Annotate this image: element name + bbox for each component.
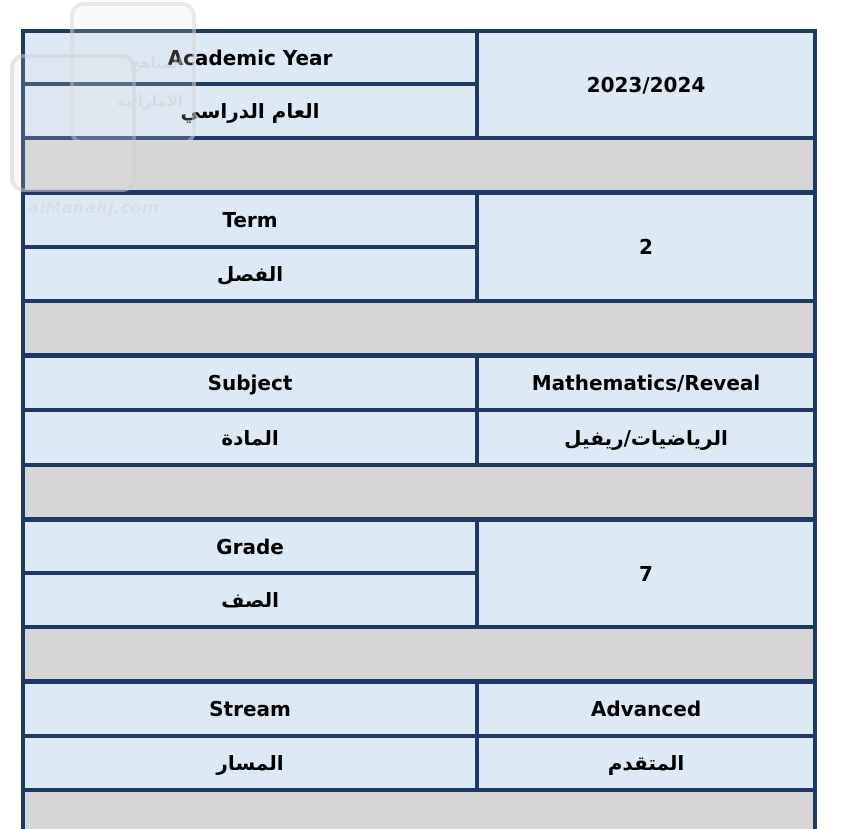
stream-label-ar: المسار	[25, 738, 475, 788]
watermark-brand-line1: المناهج	[129, 54, 183, 72]
separator-row	[25, 140, 813, 190]
info-table	[21, 29, 817, 829]
academic-year-value: 2023/2024	[479, 33, 813, 136]
separator-row	[25, 467, 813, 517]
watermark-site: alManahj.com	[28, 198, 160, 217]
stream-value-ar: المتقدم	[479, 738, 813, 788]
grade-label-ar: الصف	[25, 575, 475, 625]
term-label-ar: الفصل	[25, 249, 475, 299]
stream-value-en: Advanced	[479, 684, 813, 734]
term-label-en: Term	[25, 195, 475, 245]
subject-label-en: Subject	[25, 358, 475, 408]
subject-label-ar: المادة	[25, 412, 475, 463]
academic-year-label-ar: العام الدراسي	[25, 86, 475, 136]
separator-row	[25, 303, 813, 353]
stream-label-en: Stream	[25, 684, 475, 734]
term-value: 2	[479, 195, 813, 299]
watermark-brand-line2: الاماراتية	[117, 92, 183, 110]
subject-value-ar: الرياضيات/ريفيل	[479, 412, 813, 463]
separator-row	[25, 629, 813, 679]
academic-year-label-en: Academic Year	[25, 33, 475, 82]
subject-value-en: Mathematics/Reveal	[479, 358, 813, 408]
grade-label-en: Grade	[25, 522, 475, 571]
grade-value: 7	[479, 522, 813, 625]
separator-row	[25, 792, 813, 829]
